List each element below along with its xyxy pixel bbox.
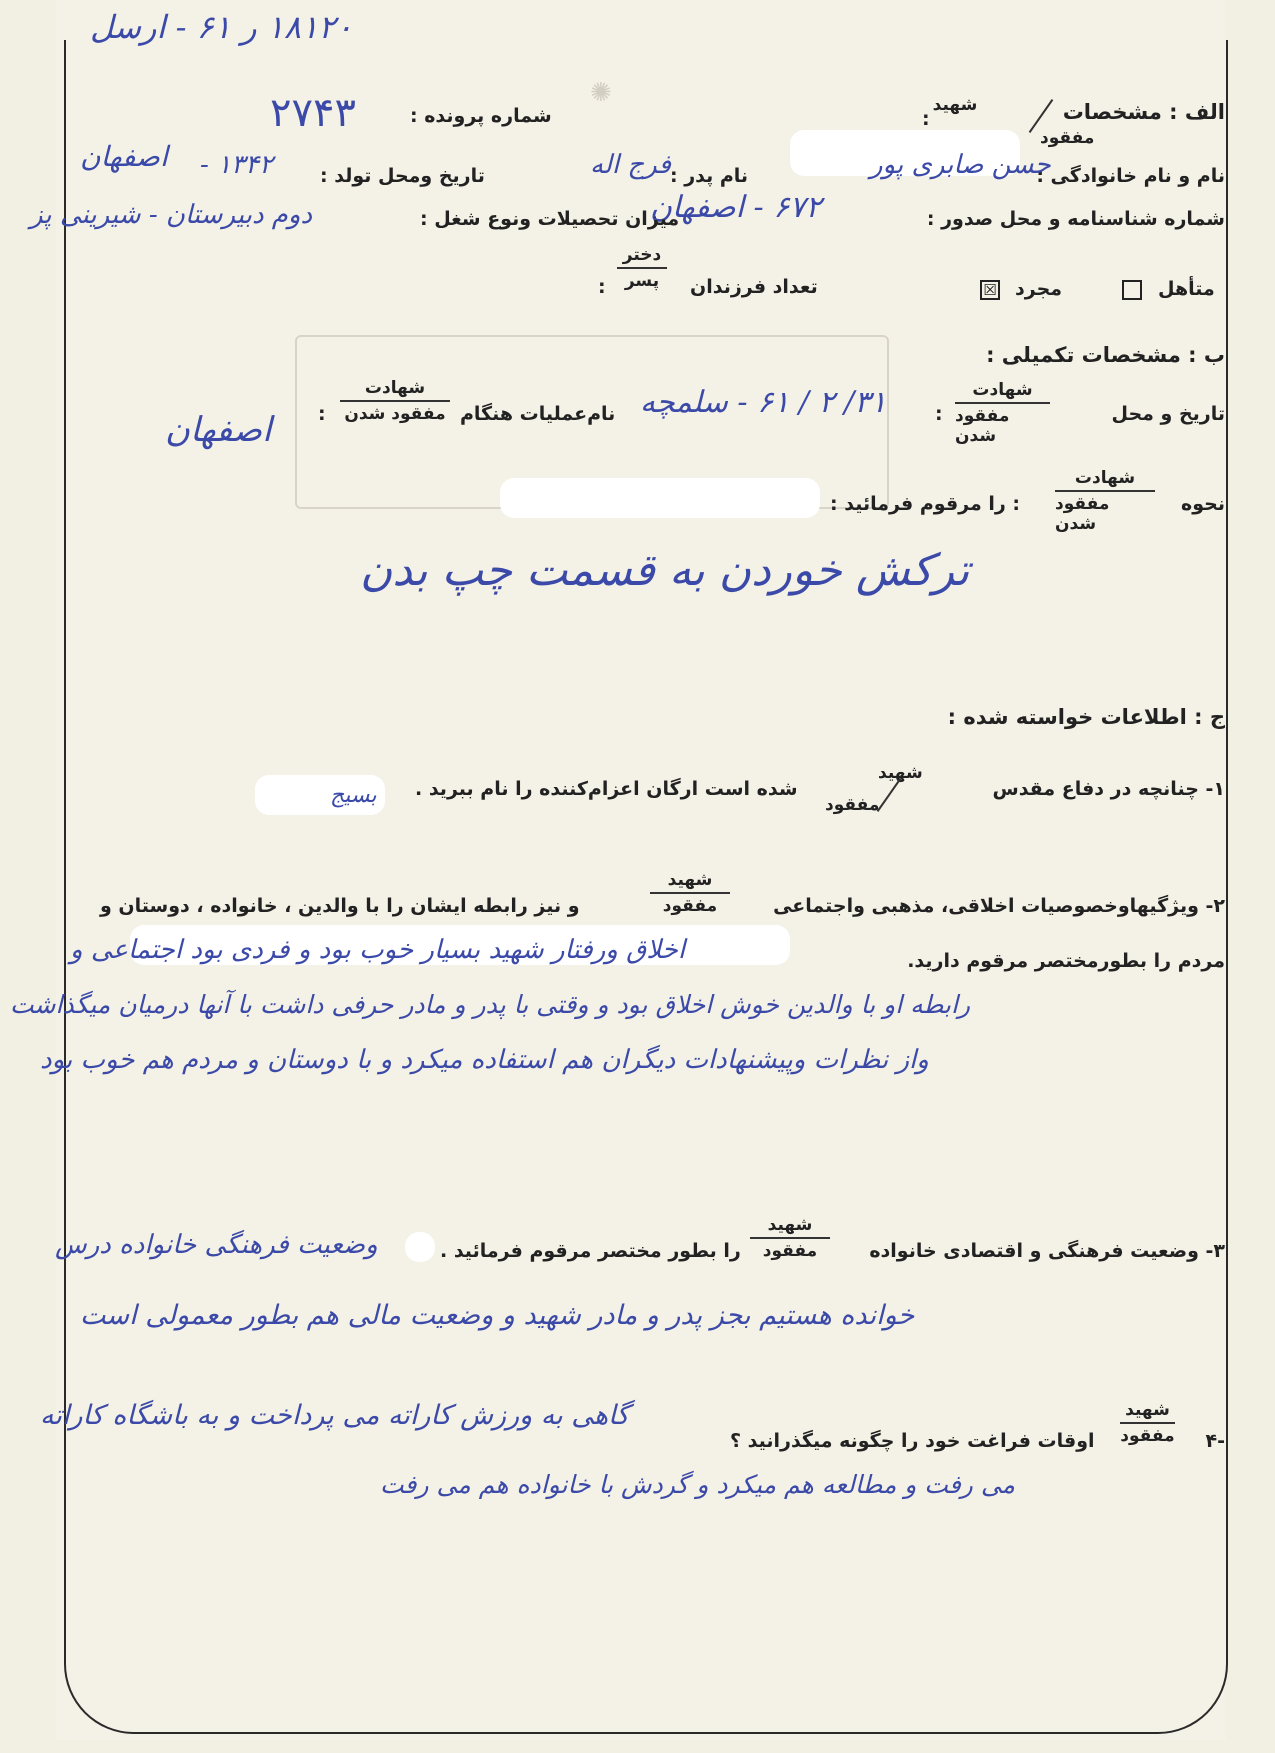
q3-suffix: را بطور مختصر مرقوم فرمائید . — [440, 1240, 741, 1262]
q4-answer-2: می رفت و مطالعه هم میکرد و گردش با خانواده هم می رفت — [380, 1470, 1016, 1499]
single-checkbox[interactable]: ☒ — [980, 280, 1000, 300]
type-bottom: مفقود — [1040, 128, 1095, 148]
file-number-value: ۲۷۴۳ — [270, 90, 356, 136]
q1-frac-top: شهید — [878, 763, 923, 783]
manner-whiteout — [500, 478, 820, 518]
section-b-title: ب : مشخصات تکمیلی : — [986, 343, 1225, 367]
q2-frac-bottom: مفقود — [662, 896, 718, 916]
manner-frac-bottom: مفقود شدن — [1055, 494, 1110, 534]
operation-frac-bottom: مفقود شدن — [344, 404, 446, 424]
date-place-label: تاریخ و محل — [1111, 403, 1225, 425]
manner-suffix: : را مرقوم فرمائید : — [830, 493, 1020, 515]
type-top: شهید — [932, 95, 978, 115]
father-label: نام پدر : — [670, 165, 749, 187]
q2-suffix: و نیز رابطه ایشان را با والدین ، خانواده ، دوستان و — [100, 895, 580, 917]
manner-frac-top: شهادت — [1074, 468, 1136, 488]
q3-frac-top: شهید — [767, 1215, 813, 1235]
married-checkbox[interactable] — [1122, 280, 1142, 300]
children-top: دختر — [622, 245, 662, 265]
father-value: فرج اله — [590, 150, 671, 180]
birth-date-value: ۱۳۴۲ - — [200, 150, 273, 180]
education-label: میزان تحصیلات ونوع شغل : — [420, 208, 680, 230]
date-value: ۳۱/ ۲ / ۶۱ - سلمچه — [640, 385, 887, 420]
reference-number: ۱۸۱۲۰ ر ۶۱ - ارسل — [90, 8, 353, 46]
manner-label: نحوه — [1181, 493, 1225, 515]
q3-fraction — [750, 1215, 830, 1261]
q3-whiteout — [405, 1232, 435, 1262]
operation-value: اصفهان — [165, 410, 272, 450]
date-frac-bottom: مفقود شدن — [955, 406, 1010, 446]
name-value: حسن صابری پور — [870, 150, 1051, 180]
faint-stamp: ✺ — [590, 78, 612, 108]
q1-suffix: شده است ارگان اعزام‌کننده را نام ببرید . — [415, 778, 798, 800]
q2-frac-top: شهید — [667, 870, 713, 890]
q1-answer: بسیج — [330, 783, 377, 808]
operation-frac-top: شهادت — [364, 378, 426, 398]
date-frac-top: شهادت — [972, 380, 1033, 400]
education-value: دوم دبیرستان - شیرینی پز — [30, 200, 313, 230]
date-colon: : — [935, 403, 943, 425]
q1-prefix: ۱- چنانچه در دفاع مقدس — [992, 778, 1225, 800]
children-bottom: پسر — [624, 271, 660, 291]
q2-prefix: ۲- ویژگیهاوخصوصیات اخلاقی، مذهبی واجتماعی — [773, 895, 1225, 917]
date-frac-real — [955, 380, 1050, 446]
q3-frac-bottom: مفقود — [762, 1241, 818, 1261]
q2-answer-3: واز نظرات وپیشنهادات دیگران هم استفاده میکرد و با دوستان و مردم هم خوب بود — [40, 1045, 929, 1075]
operation-fraction — [340, 378, 450, 424]
file-number-label: شماره پرونده : — [410, 105, 552, 127]
id-label: شماره شناسنامه و محل صدور : — [926, 208, 1225, 230]
q2-answer-2: رابطه او با والدین خوش اخلاق بود و وقتی با پدر و مادر حرفی داشت با آنها درمیان میگذاشت — [10, 990, 971, 1019]
manner-value: ترکش خوردن به قسمت چپ بدن — [360, 545, 970, 596]
type-colon: : — [922, 108, 930, 130]
section-c-title: ج : اطلاعات خواسته شده : — [947, 705, 1225, 729]
operation-colon: : — [318, 403, 326, 425]
q2-line2: مردم را بطورمختصر مرقوم دارید. — [907, 950, 1225, 972]
children-colon: : — [598, 276, 606, 298]
q4-frac-top: شهید — [1125, 1400, 1170, 1420]
married-label: متأهل — [1158, 278, 1215, 300]
children-fraction — [617, 245, 667, 291]
q4-fraction — [1120, 1400, 1175, 1446]
children-label: تعداد فرزندان — [690, 276, 818, 298]
birth-place-value: اصفهان — [80, 140, 168, 173]
single-label: مجرد — [1015, 278, 1063, 300]
q2-fraction — [650, 870, 730, 916]
q4-suffix: اوقات فراغت خود را چگونه میگذرانید ؟ — [730, 1430, 1095, 1452]
q4-prefix: ۴- — [1205, 1430, 1225, 1452]
q2-answer-1: اخلاق ورفتار شهید بسیار خوب بود و فردی بود اجتماعی و — [70, 935, 686, 965]
q1-frac-bottom: مفقود — [825, 795, 880, 815]
manner-fraction — [1055, 468, 1155, 534]
birth-label: تاریخ ومحل تولد : — [320, 165, 485, 187]
id-value: ۶۷۲ - اصفهان — [650, 190, 822, 225]
name-label: نام و نام خانوادگی : — [1036, 165, 1225, 187]
section-a-title: الف : مشخصات — [1062, 100, 1225, 124]
q3-answer-2: خوانده هستیم بجز پدر و مادر شهید و وضعیت مالی هم بطور معمولی است — [80, 1300, 915, 1331]
q3-answer-1: وضعیت فرهنگی خانواده درس — [55, 1230, 378, 1260]
operation-label: نام‌عملیات هنگام — [460, 403, 616, 425]
q3-prefix: ۳- وضعیت فرهنگی و اقتصادی خانواده — [869, 1240, 1225, 1262]
q4-frac-bottom: مفقود — [1120, 1426, 1175, 1446]
q4-answer-1: گاهی به ورزش کاراته می پرداخت و به باشگاه کاراته — [40, 1400, 630, 1431]
